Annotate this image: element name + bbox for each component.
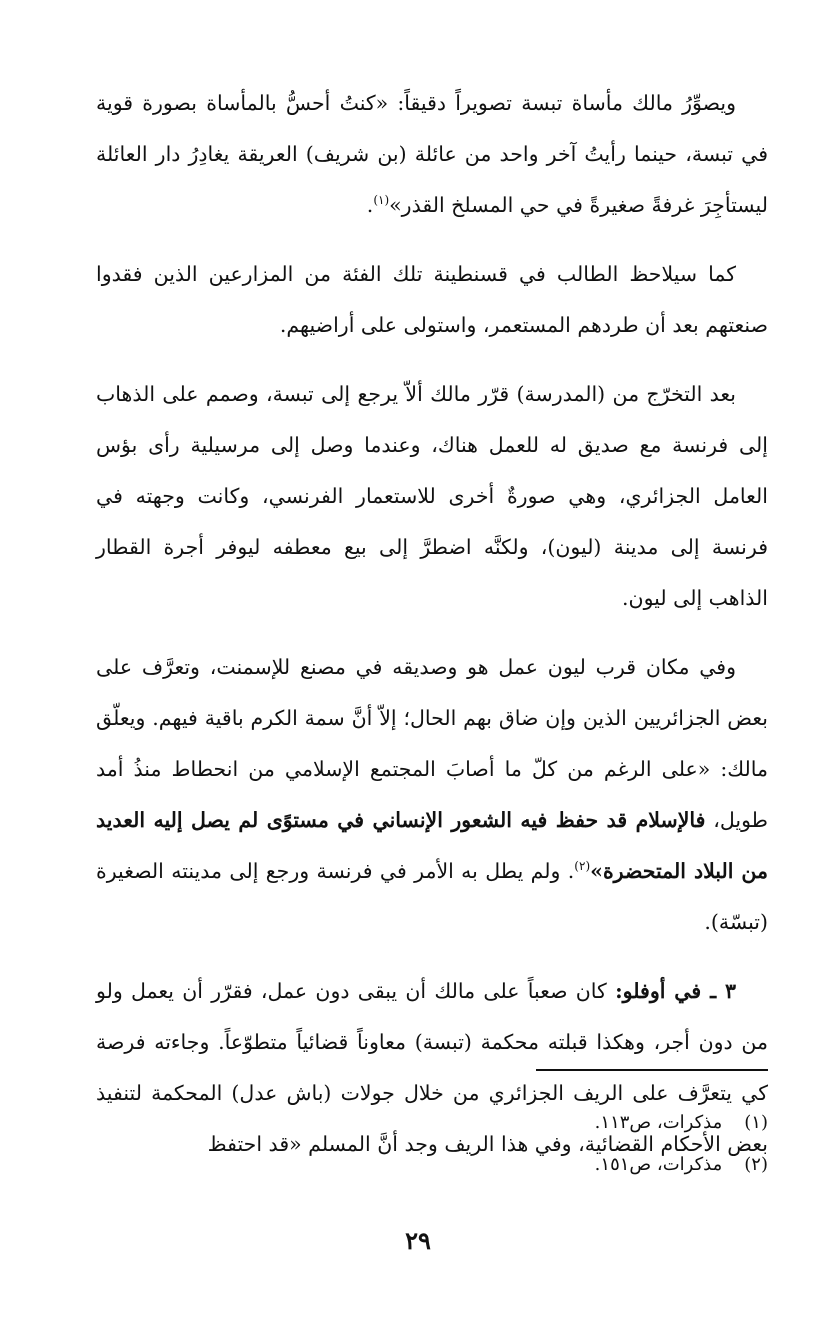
footnote-number: (٢): [744, 1154, 768, 1175]
paragraph-text: كما سيلاحظ الطالب في قسنطينة تلك الفئة من المزارعين الذين فقدوا صنعتهم بعد أن طردهم المستعمر، واستولى على أراضيهم.: [96, 262, 768, 337]
footnote-reference: (١): [373, 193, 390, 208]
footnote-text: مذكرات، ص١١٣.: [594, 1112, 723, 1133]
footnote-2: [368, 1144, 768, 1186]
bold-text: فالإسلام قد حفظ فيه الشعور الإنساني في مستوًى لم يصل إليه العديد من البلاد المتحضرة»: [96, 808, 768, 883]
footnote-reference: (٢): [574, 859, 591, 874]
paragraph-text: .: [366, 193, 374, 217]
paragraph-3: [96, 369, 768, 624]
bold-text: ٣ ـ في أوفلو:: [615, 979, 736, 1003]
footnote-text: مذكرات، ص١٥١.: [594, 1154, 723, 1175]
page-number: ٢٩: [405, 1226, 431, 1255]
paragraph-text: وفي مكان قرب ليون عمل هو وصديقه في مصنع للإسمنت، وتعرَّف على بعض الجزائريين الذين وإن ضاق بهم الحال؛ إلاّ أنَّ سمة الكرم باقية فيهم. ويعلّق مالك: «على الرغم من كلّ ما أصابَ المجتمع الإسلامي من انحطاط منذُ أمد طويل،: [96, 655, 768, 832]
paragraph-text: بعد التخرّج من (المدرسة) قرّر مالك ألاّ يرجع إلى تبسة، وصمم على الذهاب إلى فرنسة مع صديق له للعمل هناك، وعندما وصل إلى مرسيلية رأى بؤس العامل الجزائري، وهي صورةٌ أخرى للاستعمار الفرنسي، وكانت وجهته في فرنسة إلى مدينة (ليون)، ولكنَّه اضطرَّ إلى بيع معطفه ليوفر أجرة القطار الذاهب إلى ليون.: [96, 382, 768, 610]
paragraph-text: كان صعباً على مالك أن يبقى دون عمل، فقرّر أن يعمل ولو من دون أجر، وهكذا قبلته محكمة (تبسة) معاوناً قضائياً متطوّعاً. وجاءته فرصة كي يتعرَّف على الريف الجزائري من خلال جولات (باش عدل) المحكمة لتنفيذ بعض الأحكام القضائية، وفي هذا الريف وجد أنَّ المسلم «قد احتفظ: [96, 979, 768, 1156]
footnote-1: [368, 1102, 768, 1144]
paragraph-2: [96, 249, 768, 351]
footnote-separator: [536, 1069, 768, 1071]
book-page: [96, 78, 768, 1188]
footnotes: [368, 1102, 768, 1186]
footnote-number: (١): [744, 1112, 768, 1133]
paragraph-1: [96, 78, 768, 231]
paragraph-text: ويصوِّرُ مالك مأساة تبسة تصويراً دقيقاً: «كنتُ أحسُّ بالمأساة بصورة قوية في تبسة، حينما رأيتُ آخر واحد من عائلة (بن شريف) العريقة يغادِرُ دار العائلة ليستأجِرَ غرفةً صغيرةً في حي المسلخ القذر»: [96, 91, 768, 217]
paragraph-4: [96, 642, 768, 948]
paragraph-text: . ولم يطل به الأمر في فرنسة ورجع إلى مدينته الصغيرة (تبسّة).: [96, 859, 768, 934]
